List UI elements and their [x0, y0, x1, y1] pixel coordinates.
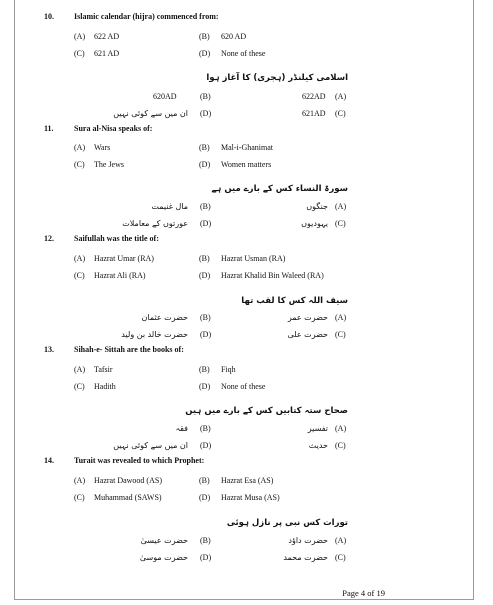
- option-text: 620 AD: [221, 32, 247, 41]
- option-letter: (D): [199, 271, 211, 280]
- option-text: 621 AD: [94, 49, 120, 58]
- urdu-option-letter: (D): [200, 219, 212, 228]
- urdu-option-text: ان میں سے کوئی نہیں: [113, 109, 188, 118]
- urdu-question: صحاح ستہ کتابیں کس کے بارے میں ہیں: [185, 406, 348, 416]
- urdu-option-text: 620AD: [153, 92, 177, 101]
- option-letter: (C): [74, 493, 85, 502]
- option-letter: (A): [74, 365, 86, 374]
- question-number: 12.: [44, 234, 54, 243]
- urdu-option-text: عورتوں کے معاملات: [122, 219, 188, 228]
- urdu-option-text: 622AD: [302, 92, 326, 101]
- option-text: Fiqh: [221, 365, 236, 374]
- urdu-option-letter: (D): [200, 553, 212, 562]
- option-letter: (C): [74, 382, 85, 391]
- urdu-option-text: مال غنیمت: [151, 202, 188, 211]
- option-text: Hazrat Dawood (AS): [94, 476, 162, 485]
- option-text: Hazrat Musa (AS): [221, 493, 280, 502]
- question-text: Islamic calendar (hijra) commenced from:: [74, 12, 219, 21]
- option-text: The Jews: [94, 160, 124, 169]
- option-letter: (D): [199, 382, 211, 391]
- option-text: Hazrat Esa (AS): [221, 476, 274, 485]
- option-text: None of these: [221, 382, 266, 391]
- urdu-option-text: حضرت علی: [287, 330, 328, 339]
- urdu-option-letter: (B): [200, 536, 211, 545]
- option-text: Hazrat Usman (RA): [221, 254, 286, 263]
- urdu-option-text: ان میں سے کوئی نہیں: [113, 441, 188, 450]
- question-text: Saifullah was the title of:: [74, 234, 159, 243]
- urdu-option-letter: (A): [335, 202, 347, 211]
- option-letter: (A): [74, 476, 86, 485]
- question-number: 14.: [44, 456, 54, 465]
- option-text: Women matters: [221, 160, 272, 169]
- question-number: 11.: [44, 124, 54, 133]
- option-letter: (C): [74, 49, 85, 58]
- urdu-option-letter: (C): [335, 219, 346, 228]
- urdu-option-text: 621AD: [302, 109, 326, 118]
- option-letter: (A): [74, 143, 86, 152]
- page-number: Page 4 of 19: [342, 588, 385, 598]
- urdu-option-letter: (A): [335, 92, 347, 101]
- urdu-option-letter: (C): [335, 441, 346, 450]
- urdu-option-letter: (A): [335, 536, 347, 545]
- urdu-option-text: حدیث: [308, 441, 328, 450]
- option-text: 622 AD: [94, 32, 120, 41]
- urdu-option-text: جنگوں: [306, 202, 328, 211]
- option-letter: (D): [199, 160, 211, 169]
- question-text: Sihah-e- Sittah are the books of:: [74, 345, 184, 354]
- urdu-option-text: حضرت داؤد: [288, 536, 328, 545]
- option-letter: (C): [74, 271, 85, 280]
- option-text: Hazrat Khalid Bin Waleed (RA): [221, 271, 324, 280]
- option-letter: (B): [199, 365, 210, 374]
- urdu-option-letter: (D): [200, 109, 212, 118]
- urdu-option-text: حضرت عیسیٰ: [140, 536, 188, 545]
- urdu-option-letter: (B): [200, 92, 211, 101]
- urdu-option-letter: (C): [335, 330, 346, 339]
- option-text: Tafsir: [94, 365, 113, 374]
- option-letter: (C): [74, 160, 85, 169]
- urdu-option-letter: (C): [335, 553, 346, 562]
- option-text: Hazrat Umar (RA): [94, 254, 154, 263]
- urdu-option-text: حضرت محمد: [283, 553, 328, 562]
- urdu-option-letter: (C): [335, 109, 346, 118]
- urdu-option-letter: (B): [200, 202, 211, 211]
- question-number: 10.: [44, 12, 54, 21]
- question-text: Turait was revealed to which Prophet:: [74, 456, 205, 465]
- urdu-option-text: تفسیر: [307, 424, 328, 433]
- option-letter: (A): [74, 32, 86, 41]
- urdu-option-letter: (B): [200, 313, 211, 322]
- urdu-option-text: حضرت عثمان: [141, 313, 188, 322]
- question-number: 13.: [44, 345, 54, 354]
- option-text: Hadith: [94, 382, 116, 391]
- option-letter: (B): [199, 476, 210, 485]
- urdu-question: تورات کس نبی پر نازل ہوئی: [226, 518, 348, 528]
- option-text: Muhammad (SAWS): [94, 493, 162, 502]
- urdu-option-letter: (A): [335, 424, 347, 433]
- option-letter: (B): [199, 143, 210, 152]
- urdu-question: سورۃ النساء کس کے بارے میں ہے: [211, 184, 348, 194]
- urdu-option-letter: (A): [335, 313, 347, 322]
- urdu-question: اسلامی کیلنڈر (ہجری) کا آغاز ہوا: [206, 73, 348, 83]
- urdu-option-letter: (D): [200, 330, 212, 339]
- option-letter: (B): [199, 254, 210, 263]
- urdu-option-letter: (B): [200, 424, 211, 433]
- urdu-option-letter: (D): [200, 441, 212, 450]
- option-letter: (B): [199, 32, 210, 41]
- option-text: None of these: [221, 49, 266, 58]
- option-letter: (D): [199, 49, 211, 58]
- option-text: Mal-i-Ghanimat: [221, 143, 273, 152]
- urdu-option-text: یہودیوں: [301, 219, 328, 228]
- option-letter: (A): [74, 254, 86, 263]
- urdu-option-text: حضرت عمر: [287, 313, 328, 322]
- urdu-question: سیف اللہ کس کا لقب تھا: [241, 296, 348, 306]
- urdu-option-text: فقہ: [175, 424, 188, 433]
- urdu-option-text: حضرت خالد بن ولید: [121, 330, 188, 339]
- question-text: Sura al-Nisa speaks of:: [74, 124, 153, 133]
- option-letter: (D): [199, 493, 211, 502]
- option-text: Wars: [94, 143, 111, 152]
- option-text: Hazrat Ali (RA): [94, 271, 146, 280]
- urdu-option-text: حضرت موسیٰ: [139, 553, 188, 562]
